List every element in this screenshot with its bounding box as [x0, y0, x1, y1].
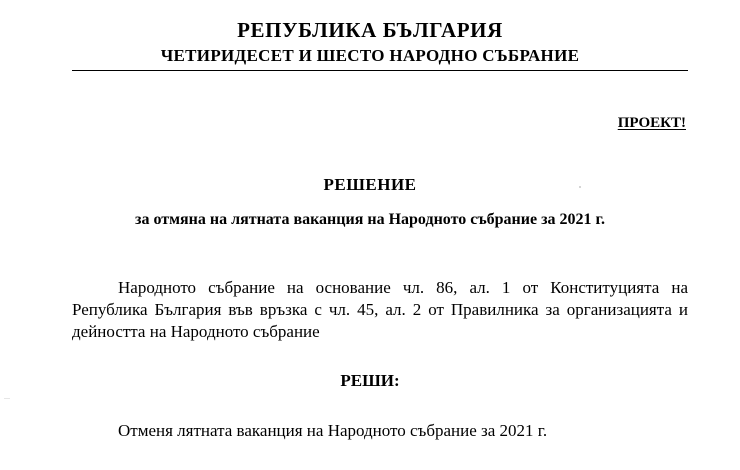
header-divider — [72, 70, 688, 71]
resolution-text: Отменя лятната ваканция на Народното събрание за 2021 г. — [118, 421, 548, 440]
preamble-paragraph: Народното събрание на основание чл. 86, ал. 1 от Конституцията на Република България във връзка с чл. 45, ал. 2 от Правилника за организацията и дейността на Народното събрание — [72, 278, 688, 341]
decision-title: РЕШЕНИЕ — [323, 175, 417, 194]
margin-mark — [4, 398, 10, 399]
resolved-heading: РЕШИ: — [340, 371, 400, 390]
assembly-title: ЧЕТИРИДЕСЕТ И ШЕСТО НАРОДНО СЪБРАНИЕ — [160, 46, 580, 65]
decision-subtitle: за отмяна на лятната ваканция на Народното събрание за 2021 г. — [135, 211, 605, 228]
draft-label: ПРОЕКТ! — [617, 115, 686, 131]
country-title: РЕПУБЛИКА БЪЛГАРИЯ — [237, 18, 503, 42]
